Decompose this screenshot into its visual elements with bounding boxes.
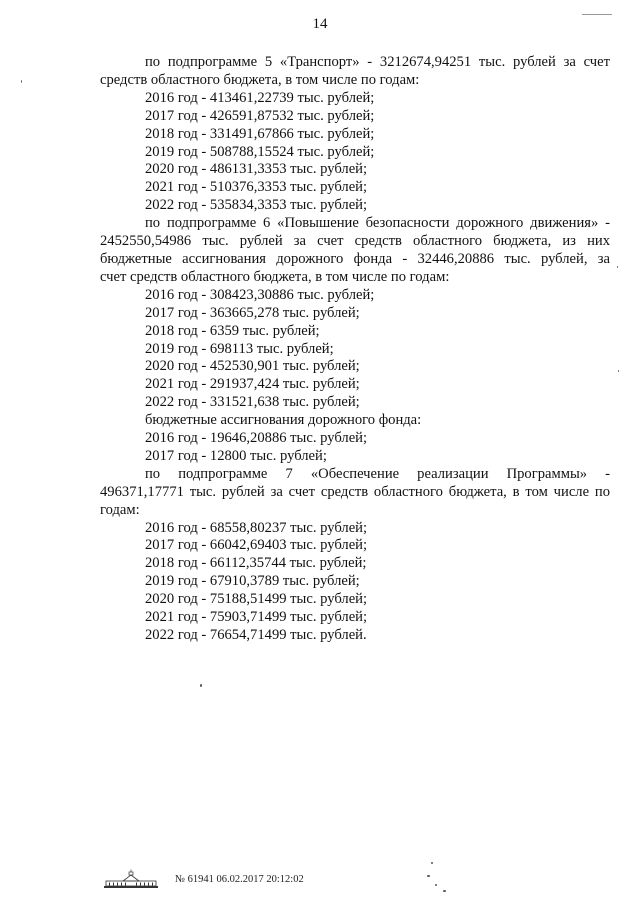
text-line: 2022 год - 535834,3353 тыс. рублей; <box>145 197 368 214</box>
text-line: 2019 год - 508788,15524 тыс. рублей; <box>145 143 375 160</box>
text-line: 2019 год - 698113 тыс. рублей; <box>145 340 334 357</box>
scan-speck <box>431 862 433 864</box>
text-line: 2017 год - 66042,69403 тыс. рублей; <box>145 537 368 554</box>
text-line: годам: <box>100 501 140 518</box>
government-building-icon <box>103 869 159 889</box>
text-line: 2016 год - 308423,30886 тыс. рублей; <box>145 286 375 303</box>
text-line: 2017 год - 12800 тыс. рублей; <box>145 447 327 464</box>
document-footer <box>103 869 363 891</box>
text-line: 2020 год - 486131,3353 тыс. рублей; <box>145 161 368 178</box>
text-line: 2020 год - 452530,901 тыс. рублей; <box>145 358 360 375</box>
text-line: 2018 год - 331491,67866 тыс. рублей; <box>145 125 375 142</box>
registration-stamp: № 61941 06.02.2017 20:12:02 <box>175 874 304 885</box>
text-line: 2017 год - 363665,278 тыс. рублей; <box>145 304 360 321</box>
text-line: по подпрограмме 5 «Транспорт» - 3212674,94251 тыс. рублей за счет <box>145 54 610 70</box>
text-line: бюджетные ассигнования дорожного фонда - 32446,20886 тыс. рублей, за <box>100 250 610 267</box>
scan-speck <box>200 684 202 687</box>
scan-speck <box>617 266 618 268</box>
scan-speck <box>427 875 430 877</box>
text-line: 2022 год - 76654,71499 тыс. рублей. <box>145 627 367 643</box>
text-line: счет средств областного бюджета, в том числе по годам: <box>100 268 450 285</box>
text-line: по подпрограмме 7 «Обеспечение реализации Программы» - <box>145 465 610 482</box>
page-number: 14 <box>312 16 328 32</box>
scan-speck <box>21 80 22 83</box>
text-line: 2021 год - 75903,71499 тыс. рублей; <box>145 609 368 626</box>
document-body <box>100 54 610 645</box>
text-line: бюджетные ассигнования дорожного фонда: <box>145 412 422 429</box>
text-line: средств областного бюджета, в том числе по годам: <box>100 71 420 88</box>
text-line: 2019 год - 67910,3789 тыс. рублей; <box>145 573 360 590</box>
scan-speck <box>443 890 446 892</box>
text-line: 2018 год - 66112,35744 тыс. рублей; <box>145 555 367 572</box>
text-line: 2017 год - 426591,87532 тыс. рублей; <box>145 107 375 124</box>
text-line: 2021 год - 291937,424 тыс. рублей; <box>145 376 360 393</box>
text-line: по подпрограмме 6 «Повышение безопасности дорожного движения» - <box>145 215 610 232</box>
scan-speck <box>435 884 437 886</box>
text-line: 496371,17771 тыс. рублей за счет средств областного бюджета, в том числе по <box>100 483 610 500</box>
text-line: 2022 год - 331521,638 тыс. рублей; <box>145 394 360 411</box>
text-line: 2016 год - 413461,22739 тыс. рублей; <box>145 89 375 106</box>
text-line: 2016 год - 19646,20886 тыс. рублей; <box>145 430 368 447</box>
text-line: 2452550,54986 тыс. рублей за счет средств областного бюджета, из них <box>100 233 610 250</box>
text-line: 2020 год - 75188,51499 тыс. рублей; <box>145 591 368 608</box>
scan-speck <box>618 370 619 372</box>
text-line: 2018 год - 6359 тыс. рублей; <box>145 322 320 339</box>
scan-speck <box>582 14 612 15</box>
text-line: 2021 год - 510376,3353 тыс. рублей; <box>145 179 368 196</box>
text-line: 2016 год - 68558,80237 тыс. рублей; <box>145 519 368 536</box>
